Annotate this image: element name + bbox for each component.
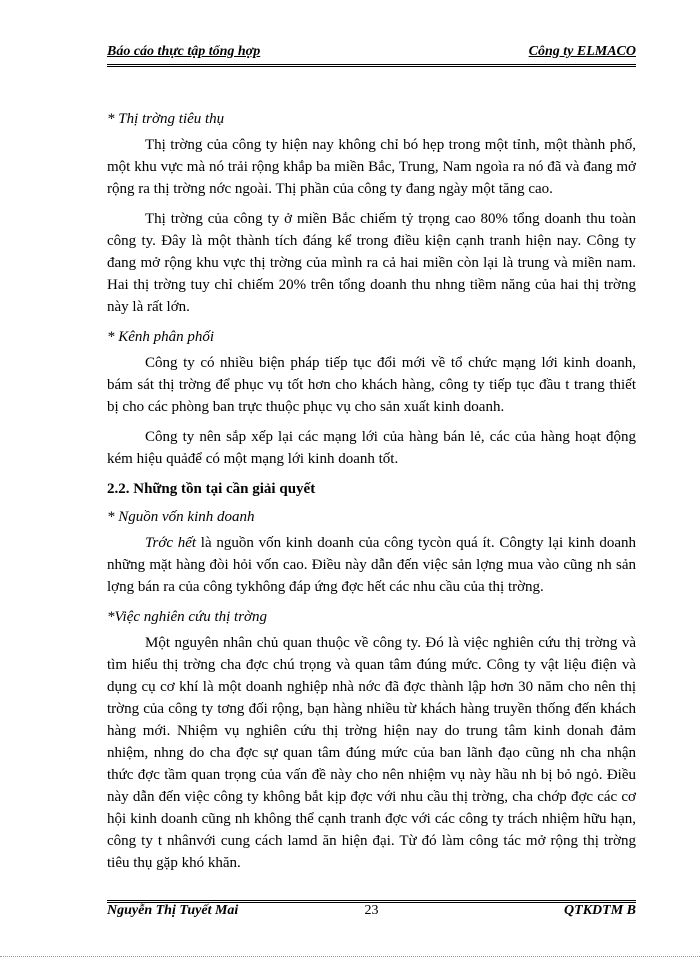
section-title-channel: * Kênh phân phối bbox=[107, 329, 215, 345]
section-title-market: * Thị trờng tiêu thụ bbox=[107, 111, 225, 127]
paragraph-market-1: Thị trờng của công ty hiện nay không chỉ bó hẹp trong một tỉnh, một thành phố, một khu vực mà nó trải rộng khắp ba miền Bắc, Trung, Nam ngoìa ra nó đã và đang mở rộng ra thị trờng nớc ngoài. Thị phần của công ty đang ngày một tăng cao. bbox=[107, 137, 636, 197]
header-divider bbox=[107, 64, 636, 67]
page-header bbox=[107, 44, 636, 64]
paragraph-channel-1: Công ty có nhiều biện pháp tiếp tục đổi mới về tổ chức mạng lới kinh doanh, bám sát thị trờng để phục vụ tốt hơn cho khách hàng, công ty tiếp tục đầu t trang thiết bị cho các phòng ban trực thuộc phục vụ cho sản xuất kinh doanh. bbox=[107, 355, 636, 415]
capital-lead-italic: Trớc hết bbox=[145, 535, 197, 551]
section-title-research: *Việc nghiên cứu thị trờng bbox=[107, 609, 268, 625]
section-title-capital: * Nguồn vốn kinh doanh bbox=[107, 509, 255, 525]
footer-class: QTKDTM B bbox=[564, 903, 636, 918]
heading-2-2: 2.2. Những tồn tại cần giải quyết bbox=[107, 481, 316, 497]
paragraph-research-1: Một nguyên nhân chủ quan thuộc về công ty. Đó là việc nghiên cứu thị trờng và tìm hiểu thị trờng cha đợc chú trọng và quan tâm đúng mức. Công ty vật liệu điện và dụng cụ cơ khí là một doanh nghiệp nhà nớc đã đợc thành lập hơn 30 năm cho nên thị trờng của công ty tơng đối rộng, bạn hàng nhiều từ khách hàng truyền thống đến khách hàng mới. Nhiệm vụ nghiên cứu thị trờng hiện nay do trung tâm kinh donah đảm nhiệm, nhng do cha đợc sự quan tâm đúng mức của ban lãnh đạo cũng nh cha nhận thức đợc tầm quan trọng của vấn đề này cho nên nhiệm vụ này hầu nh bị bỏ ngỏ. Điều này dẫn đến việc công ty không bắt kịp đợc với nhu cầu thị trờng, cha chớp đợc các cơ hội kinh doanh cũng nh không thể cạnh tranh đợc với các công ty trách nhiệm hữu hạn, công ty t nhânvới cung cách lamd ăn hiện đại. Từ đó làm công tác mở rộng thị trờng tiêu thụ gặp khó khăn. bbox=[107, 635, 636, 871]
page-break-dotted-line bbox=[0, 956, 700, 957]
paragraph-channel-2: Công ty nên sắp xếp lại các mạng lới của hàng bán lẻ, các của hàng hoạt động kém hiệu quảđể có một mạng lới kinh doanh tốt. bbox=[107, 429, 636, 467]
paragraph-capital-1 bbox=[107, 532, 636, 598]
page-footer bbox=[107, 903, 636, 923]
footer-author: Nguyễn Thị Tuyết Mai bbox=[107, 903, 239, 918]
paragraph-market-2: Thị trờng của công ty ở miền Bắc chiếm tỷ trọng cao 80% tổng doanh thu toàn công ty. Đây là một thành tích đáng kể trong điều kiện cạnh tranh hiện nay. Công ty đang mở rộng khu vực thị trờng của mình ra cả hai miền còn lại là trung và miền nam. Hai thị trờng tuy chỉ chiếm 20% trên tổng doanh thu nhng tiềm năng của hai thị trờng này là rất lớn. bbox=[107, 211, 636, 315]
header-company-name: Công ty ELMACO bbox=[528, 44, 636, 59]
page-body bbox=[107, 104, 636, 882]
capital-rest: là nguồn vốn kinh doanh của công tycòn quá ít. Côngty lại kinh doanh những mặt hàng đòi hỏi vốn cao. Điều này dẫn đến việc sản lợng mua vào cũng nh sản lợng bán ra của công tykhông đáp ứng đợc hết các nhu cầu của thị trờng. bbox=[107, 535, 636, 595]
header-report-title: Báo cáo thực tập tổng hợp bbox=[107, 44, 261, 59]
page-number: 23 bbox=[364, 903, 379, 918]
